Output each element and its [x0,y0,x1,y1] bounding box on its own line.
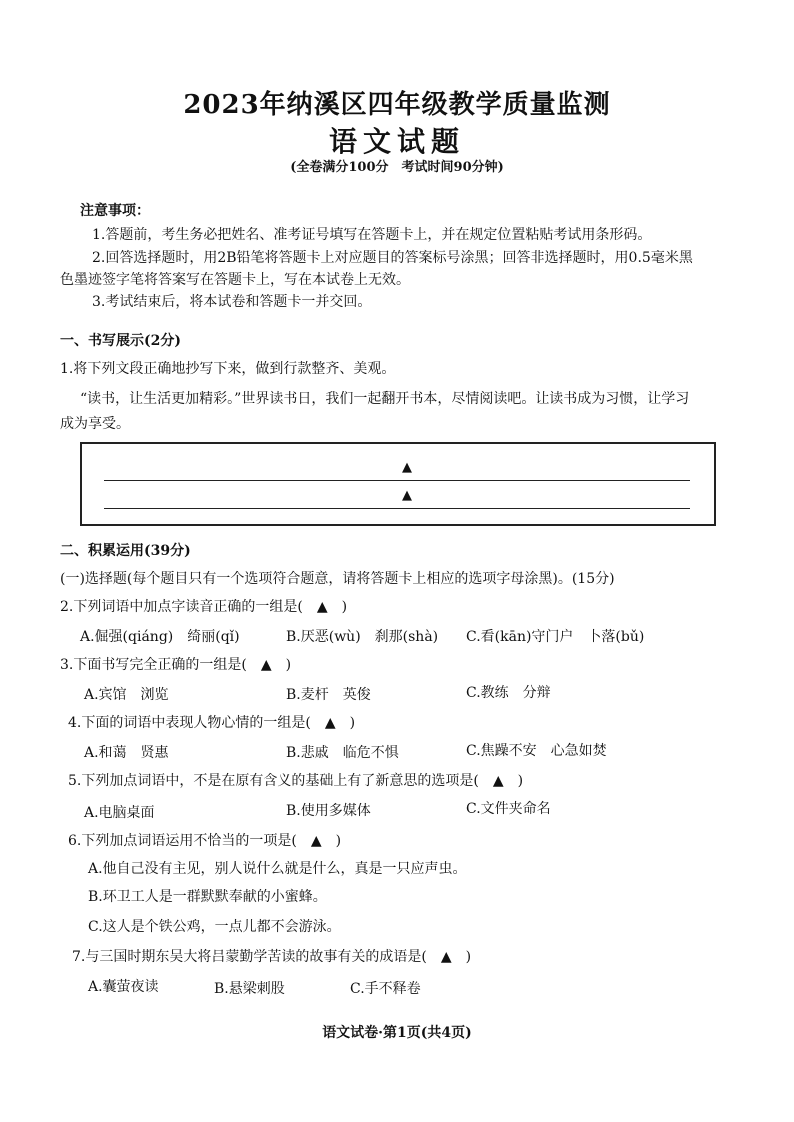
section1-heading: 一、书写展示(2分) [60,333,181,349]
notice-item: 3.考试结束后，将本试卷和答题卡一并交回。 [92,294,372,310]
passage-line: “读书，让生活更加精彩。”世界读书日，我们一起翻开书本，尽情阅读吧。让读书成为习惯，让学习 [80,391,690,407]
question-stem: 7.与三国时期东吴大将吕蒙勤学苦读的故事有关的成语是( ▲ ) [72,949,472,965]
option-b: B.厌恶(wù) 刹那(shà) [286,629,439,645]
writing-line [104,480,690,481]
writing-box [80,442,716,526]
exam-subject: 语文试题 [328,125,465,158]
option-b: B.麦杆 英俊 [286,687,371,703]
exam-title: 2023年纳溪区四年级教学质量监测 [183,90,611,120]
option-a: A.他自己没有主见，别人说什么就是什么，真是一只应声虫。 [88,861,467,877]
option-a: A.倔强(qiáng) 绮丽(qǐ) [80,629,240,645]
part1-instruction: (一)选择题(每个题目只有一个选项符合题意，请将答题卡上相应的选项字母涂黑)。(15分) [60,571,615,587]
exam-note: (全卷满分100分 考试时间90分钟) [290,160,504,175]
option-b: B.悬梁刺股 [214,981,285,997]
question-stem: 2.下列词语中加点字读音正确的一组是( ▲ ) [60,599,348,615]
question-stem: 4.下面的词语中表现人物心情的一组是( ▲ ) [68,715,356,731]
option-a: A.和蔼 贤惠 [84,745,169,761]
notice-item: 色墨迹签字笔将答案写在答题卡上，写在本试卷上无效。 [60,272,410,288]
option-c: C.文件夹命名 [466,801,551,817]
option-b: B.环卫工人是一群默默奉献的小蜜蜂。 [88,889,327,905]
option-b: B.使用多媒体 [286,803,371,819]
option-a: A.囊萤夜读 [88,979,159,995]
question-stem: 6.下列加点词语运用不恰当的一项是( ▲ ) [68,833,342,849]
option-c: C.这人是个铁公鸡，一点儿都不会游泳。 [88,919,341,935]
question-stem: 5.下列加点词语中，不是在原有含义的基础上有了新意思的选项是( ▲ ) [68,773,524,789]
answer-placeholder: ▲ [402,488,412,503]
page-footer: 语文试卷·第1页(共4页) [322,1025,472,1041]
option-c: C.焦躁不安 心急如焚 [466,743,607,759]
question-stem: 3.下面书写完全正确的一组是( ▲ ) [60,657,292,673]
section2-heading: 二、积累运用(39分) [60,543,191,559]
option-b: B.悲戚 临危不惧 [286,745,399,761]
option-c: C.教练 分辩 [466,685,551,701]
notice-item: 2.回答选择题时，用2B铅笔将答题卡上对应题目的答案标号涂黑；回答非选择题时，用0.5毫米黑 [92,250,693,266]
notice-heading: 注意事项： [80,203,150,219]
option-a: A.宾馆 浏览 [84,687,169,703]
answer-placeholder: ▲ [402,460,412,475]
writing-line [104,508,690,509]
option-a: A.电脑桌面 [84,805,155,821]
passage-line: 成为享受。 [60,416,130,432]
option-c: C.手不释卷 [350,981,421,997]
question-1: 1.将下列文段正确地抄写下来，做到行款整齐、美观。 [60,361,396,377]
option-c: C.看(kān)守门户 卜落(bǔ) [466,629,645,645]
notice-item: 1.答题前，考生务必把姓名、准考证号填写在答题卡上，并在规定位置粘贴考试用条形码。 [92,227,652,243]
